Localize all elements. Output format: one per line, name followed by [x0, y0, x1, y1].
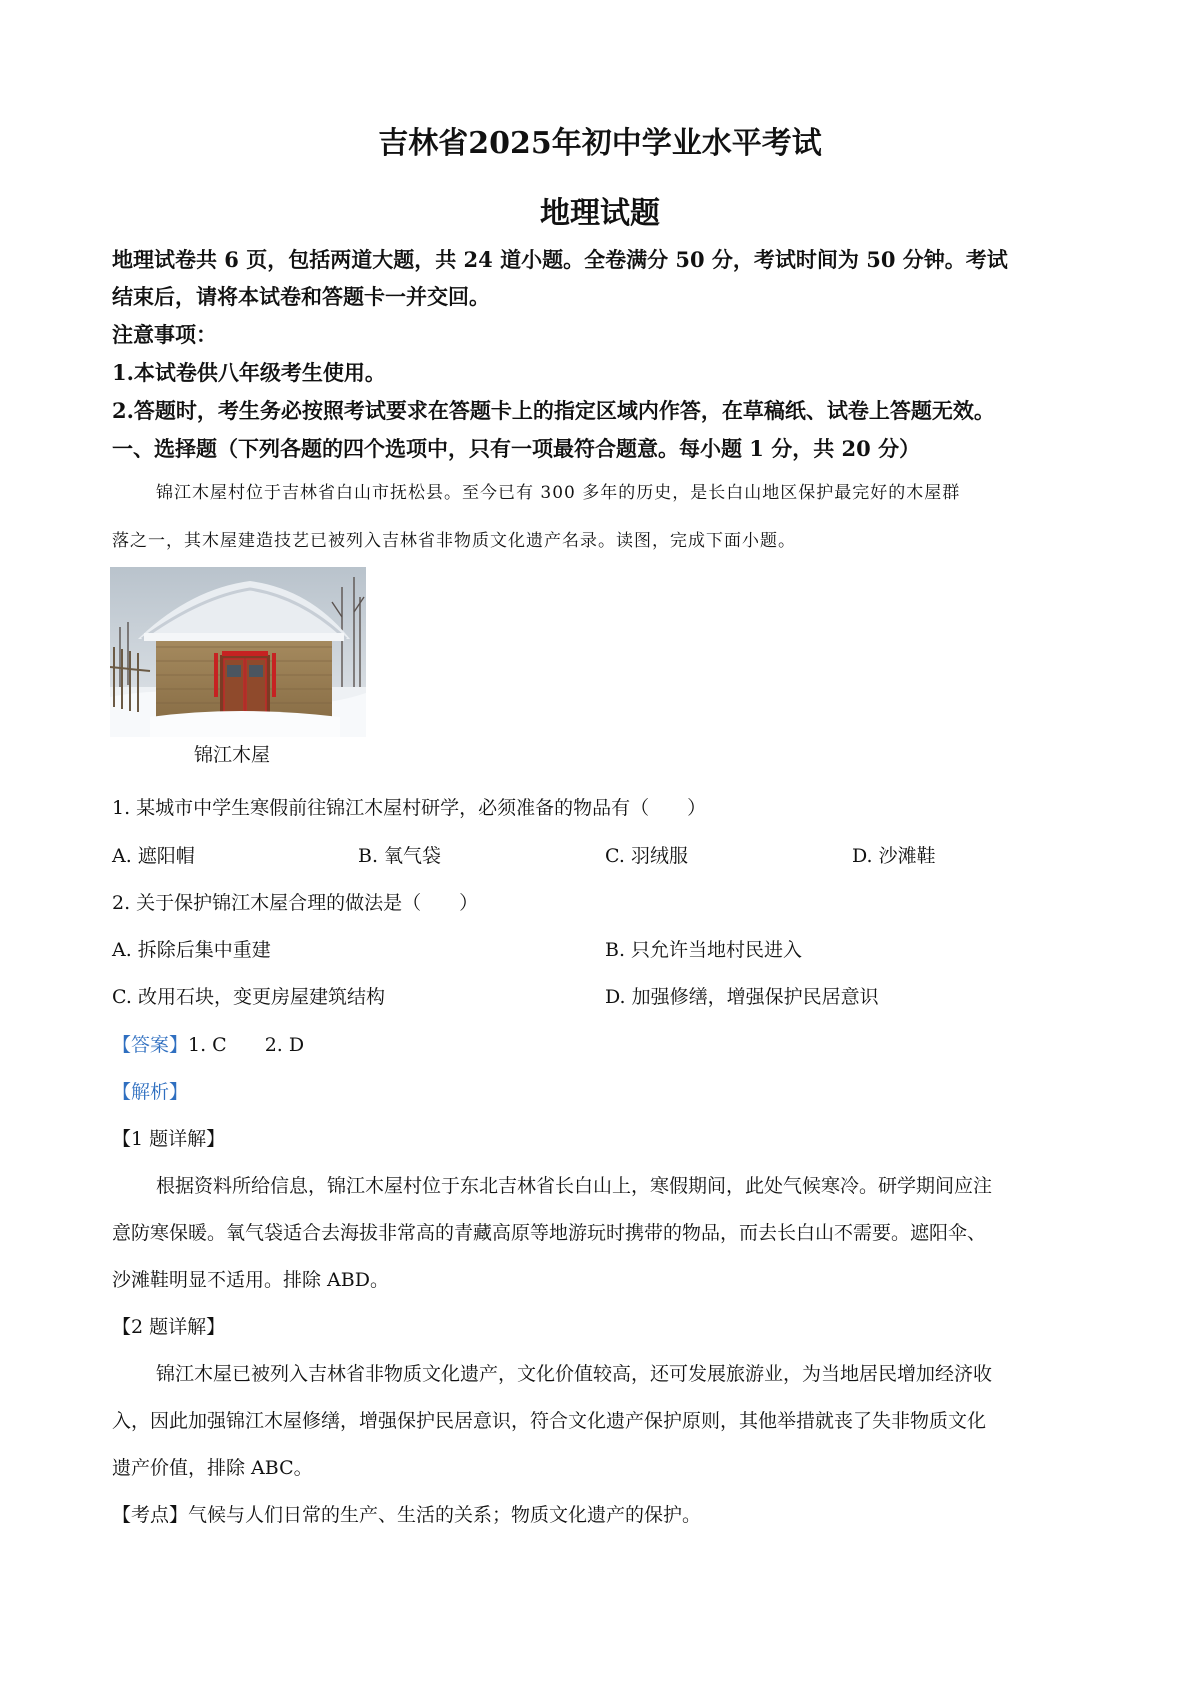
q1-option-c: C. 羽绒服	[605, 845, 688, 867]
kaodian-text: 气候与人们日常的生产、生活的关系；物质文化遗产的保护。	[188, 1504, 702, 1526]
q2-option-a: A. 拆除后集中重建	[112, 939, 271, 961]
exam-subtitle: 地理试题	[540, 196, 660, 231]
q2-stem: 2. 关于保护锦江木屋合理的做法是（ ）	[112, 892, 479, 914]
notice-heading: 注意事项：	[112, 322, 217, 347]
answer-row	[112, 1030, 304, 1057]
passage-line-1: 锦江木屋村位于吉林省白山市抚松县。至今已有 300 多年的历史，是长白山地区保护最完好的木屋群	[156, 483, 961, 503]
kaodian-label: 【考点】	[112, 1504, 189, 1526]
q1-option-b: B. 氧气袋	[358, 845, 442, 867]
detail1-line-3: 沙滩鞋明显不适用。排除 ABD。	[112, 1269, 389, 1291]
detail2-line-2: 入，因此加强锦江木屋修缮，增强保护民居意识，符合文化遗产保护原则，其他举措就丧了失非物质文化	[112, 1410, 987, 1432]
kaodian-row	[112, 1500, 701, 1527]
intro-line-1: 地理试卷共 6 页，包括两道大题，共 24 道小题。全卷满分 50 分，考试时间为 50 分钟。考试	[112, 247, 1008, 272]
detail2-line-3: 遗产价值，排除 ABC。	[112, 1457, 313, 1479]
detail2-line-1: 锦江木屋已被列入吉林省非物质文化遗产，文化价值较高，还可发展旅游业，为当地居民增加经济收	[156, 1363, 993, 1385]
section-heading: 一、选择题（下列各题的四个选项中，只有一项最符合题意。每小题 1 分，共 20 分）	[112, 436, 921, 461]
q2-option-b: B. 只允许当地村民进入	[605, 939, 803, 961]
cabin-photo	[110, 567, 366, 737]
analysis-label: 【解析】	[112, 1081, 189, 1103]
q1-option-d: D. 沙滩鞋	[852, 845, 936, 867]
figure-caption: 锦江木屋	[194, 744, 271, 766]
passage-line-2: 落之一，其木屋建造技艺已被列入吉林省非物质文化遗产名录。读图，完成下面小题。	[112, 531, 796, 551]
answer-label: 【答案】	[112, 1034, 189, 1056]
q1-stem: 1. 某城市中学生寒假前往锦江木屋村研学，必须准备的物品有（ ）	[112, 797, 707, 819]
answer-text: 1. C 2. D	[188, 1034, 305, 1056]
q2-option-d: D. 加强修缮，增强保护民居意识	[605, 986, 879, 1008]
detail1-line-1: 根据资料所给信息，锦江木屋村位于东北吉林省长白山上，寒假期间，此处气候寒冷。研学期间应注	[156, 1175, 993, 1197]
notice-item-2: 2.答题时，考生务必按照考试要求在答题卡上的指定区域内作答，在草稿纸、试卷上答题无效。	[112, 398, 995, 423]
notice-item-1: 1.本试卷供八年级考生使用。	[112, 360, 386, 385]
q1-option-a: A. 遮阳帽	[112, 845, 195, 867]
detail1-label: 【1 题详解】	[112, 1128, 226, 1150]
detail1-line-2: 意防寒保暖。氧气袋适合去海拔非常高的青藏高原等地游玩时携带的物品，而去长白山不需要。遮阳伞、	[112, 1222, 987, 1244]
q2-option-c: C. 改用石块，变更房屋建筑结构	[112, 986, 385, 1008]
exam-title: 吉林省2025年初中学业水平考试	[378, 126, 822, 161]
intro-line-2: 结束后，请将本试卷和答题卡一并交回。	[112, 284, 490, 309]
detail2-label: 【2 题详解】	[112, 1316, 226, 1338]
